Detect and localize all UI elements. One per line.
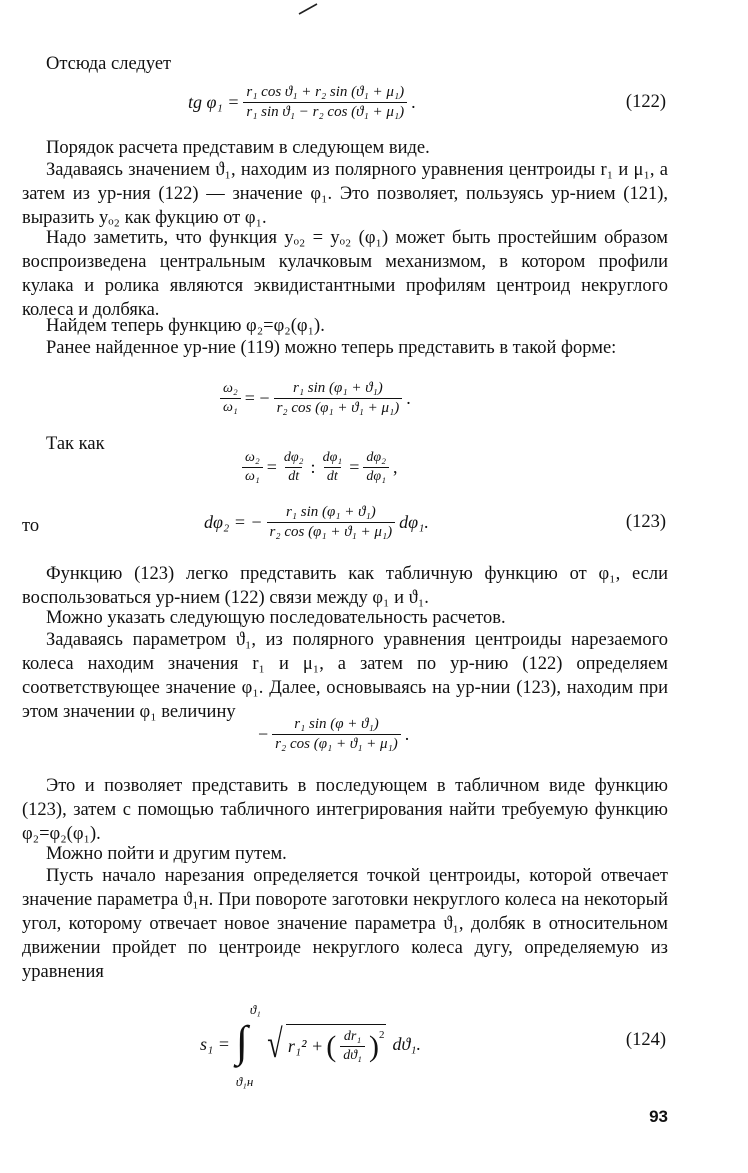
integral-upper-limit: ϑ₁ xyxy=(249,1002,261,1017)
lead-text: Так как xyxy=(46,434,105,454)
paragraph: Задаваясь значением ϑ₁, находим из полярного уравнения центроиды r₁ и μ₁, а затем из ур-ния (122) — значение φ₁. Это позволяет, пользуясь ур-нием (121), выразить yₒ₂ как фукцию от φ₁. xyxy=(22,160,668,228)
eq-numerator: r₁ sin (φ₁ + ϑ₁) xyxy=(285,504,376,520)
paragraph: Это и позволяет представить в последующем в табличном виде функцию (123), затем с помощью табличного интегрирования найти требуемую функцию φ₂=φ₂(φ₁). xyxy=(22,776,668,844)
eq-denominator: dt xyxy=(324,467,341,485)
radical-sign: √ xyxy=(267,1021,283,1066)
eq-denominator: ω₁ xyxy=(242,467,263,485)
eq-denominator: r₂ cos (φ₁ + ϑ₁ + μ₁) xyxy=(274,398,403,417)
radicand xyxy=(286,1024,387,1064)
eq-numerator: r₁ sin (φ₁ + ϑ₁) xyxy=(293,380,383,396)
eq-lhs: dφ₂ = − xyxy=(204,512,263,532)
eq-fraction xyxy=(274,380,403,417)
eq-numerator: ω₂ xyxy=(223,381,238,396)
square-root xyxy=(264,1021,387,1066)
paragraph: Ранее найденное ур-ние (119) можно теперь представить в такой форме: xyxy=(46,338,617,358)
paragraph: Можно указать следующую последовательность расчетов. xyxy=(46,608,506,628)
eq-denominator: ω₁ xyxy=(220,398,241,416)
eq-numerator: dr₁ xyxy=(343,1029,362,1044)
eq-lhs: s₁ = xyxy=(200,1033,230,1054)
eq-fraction xyxy=(340,1029,365,1064)
integral-sign xyxy=(234,1002,261,1089)
eq-fraction xyxy=(272,716,401,753)
eq-numerator: dφ₁ xyxy=(322,450,343,465)
equation-expression xyxy=(258,716,409,753)
equation-omega xyxy=(216,380,411,417)
eq-fraction xyxy=(243,84,407,121)
eq-tail: . xyxy=(406,388,411,408)
paren-close: ) xyxy=(368,1029,379,1063)
eq-denominator: r₂ cos (φ₁ + ϑ₁ + μ₁) xyxy=(267,522,396,541)
eq-sign: = xyxy=(349,457,360,477)
eq-fraction xyxy=(363,450,389,485)
eq-tail: . xyxy=(404,724,410,744)
eq-denominator: dϑ₁ xyxy=(340,1046,365,1064)
eq-fraction xyxy=(242,450,263,485)
eq-denominator: dt xyxy=(285,467,302,485)
eq-numerator: dφ₂ xyxy=(283,450,304,465)
equation-ratio xyxy=(238,450,397,485)
eq-fraction xyxy=(220,381,241,416)
eq-numerator: r₁ sin (φ + ϑ₁) xyxy=(294,716,379,732)
eq-fraction xyxy=(267,504,396,541)
eq-sign: = xyxy=(266,457,277,477)
equation-122 xyxy=(188,84,416,121)
pen-mark xyxy=(297,2,319,16)
paragraph: Функцию (123) легко представить как табличную функцию от φ₁, если воспользоваться ур-нием (122) связи между φ₁ и ϑ₁. xyxy=(22,564,668,608)
eq-sign: = − xyxy=(244,388,270,408)
eq-tail: dϑ₁. xyxy=(392,1033,422,1054)
integral-symbol: ∫ xyxy=(235,1017,248,1066)
eq-denominator: dφ₁ xyxy=(363,467,389,485)
equation-124 xyxy=(200,1002,422,1089)
eq-tail: . xyxy=(411,92,416,112)
paragraph: Можно пойти и другим путем. xyxy=(46,844,287,864)
paragraph: Задаваясь параметром ϑ₁, из полярного уравнения центроиды нарезаемого колеса находим значения r₁ и μ₁, а затем по ур-нию (122) определяем соответствующее значение φ₁. Далее, основываясь на ур-нии (123), находим при этом значении φ₁ величину xyxy=(22,630,668,722)
eq-tail: dφ₁. xyxy=(399,512,429,532)
eq-sign: − xyxy=(258,724,269,744)
eq-denominator: r₂ cos (φ₁ + ϑ₁ + μ₁) xyxy=(272,734,401,753)
page-number: 93 xyxy=(649,1107,668,1126)
eq-sign: : xyxy=(310,457,316,477)
eq-numerator: ω₂ xyxy=(245,450,260,465)
integral-lower-limit: ϑ₁н xyxy=(235,1074,254,1089)
paragraph: Порядок расчета представим в следующем виде. xyxy=(46,138,430,158)
lead-text: Отсюда следует xyxy=(46,54,172,74)
equation-number: (124) xyxy=(625,1030,666,1050)
eq-numerator: r₁ cos ϑ₁ + r₂ sin (ϑ₁ + μ₁) xyxy=(246,84,405,100)
eq-numerator: dφ₂ xyxy=(366,450,386,465)
equation-123 xyxy=(204,504,429,541)
eq-lhs: tg φ₁ = xyxy=(188,92,240,112)
lead-text: то xyxy=(22,516,40,536)
paragraph: Надо заметить, что функция yₒ₂ = yₒ₂ (φ₁) может быть простейшим образом воспроизведена центральным кулачковым механизмом, в котором профили кулака и ролика являются эквидистантными профилям центроид некруглого колеса и долбяка. xyxy=(22,228,668,320)
eq-denominator: r₁ sin ϑ₁ − r₂ cos (ϑ₁ + μ₁) xyxy=(243,102,407,121)
power: 2 xyxy=(378,1029,385,1041)
eq-fraction xyxy=(281,450,307,485)
eq-tail: , xyxy=(392,457,398,477)
paren-open: ( xyxy=(326,1029,337,1063)
equation-number: (122) xyxy=(625,92,666,112)
equation-number: (123) xyxy=(625,512,666,532)
paragraph: Пусть начало нарезания определяется точкой центроиды, которой отвечает значение параметра ϑ₁н. При повороте заготовки некруглого колеса на некоторый угол, которому отвечает новое значение параметра ϑ₁, долбяк в относительном движении пройдет по центроиде некруглого колеса дугу, определяемую из уравнения xyxy=(22,866,668,982)
radicand-term: r₁² + xyxy=(287,1036,324,1056)
eq-fraction xyxy=(320,450,346,485)
paragraph: Найдем теперь функцию φ₂=φ₂(φ₁). xyxy=(46,316,325,336)
